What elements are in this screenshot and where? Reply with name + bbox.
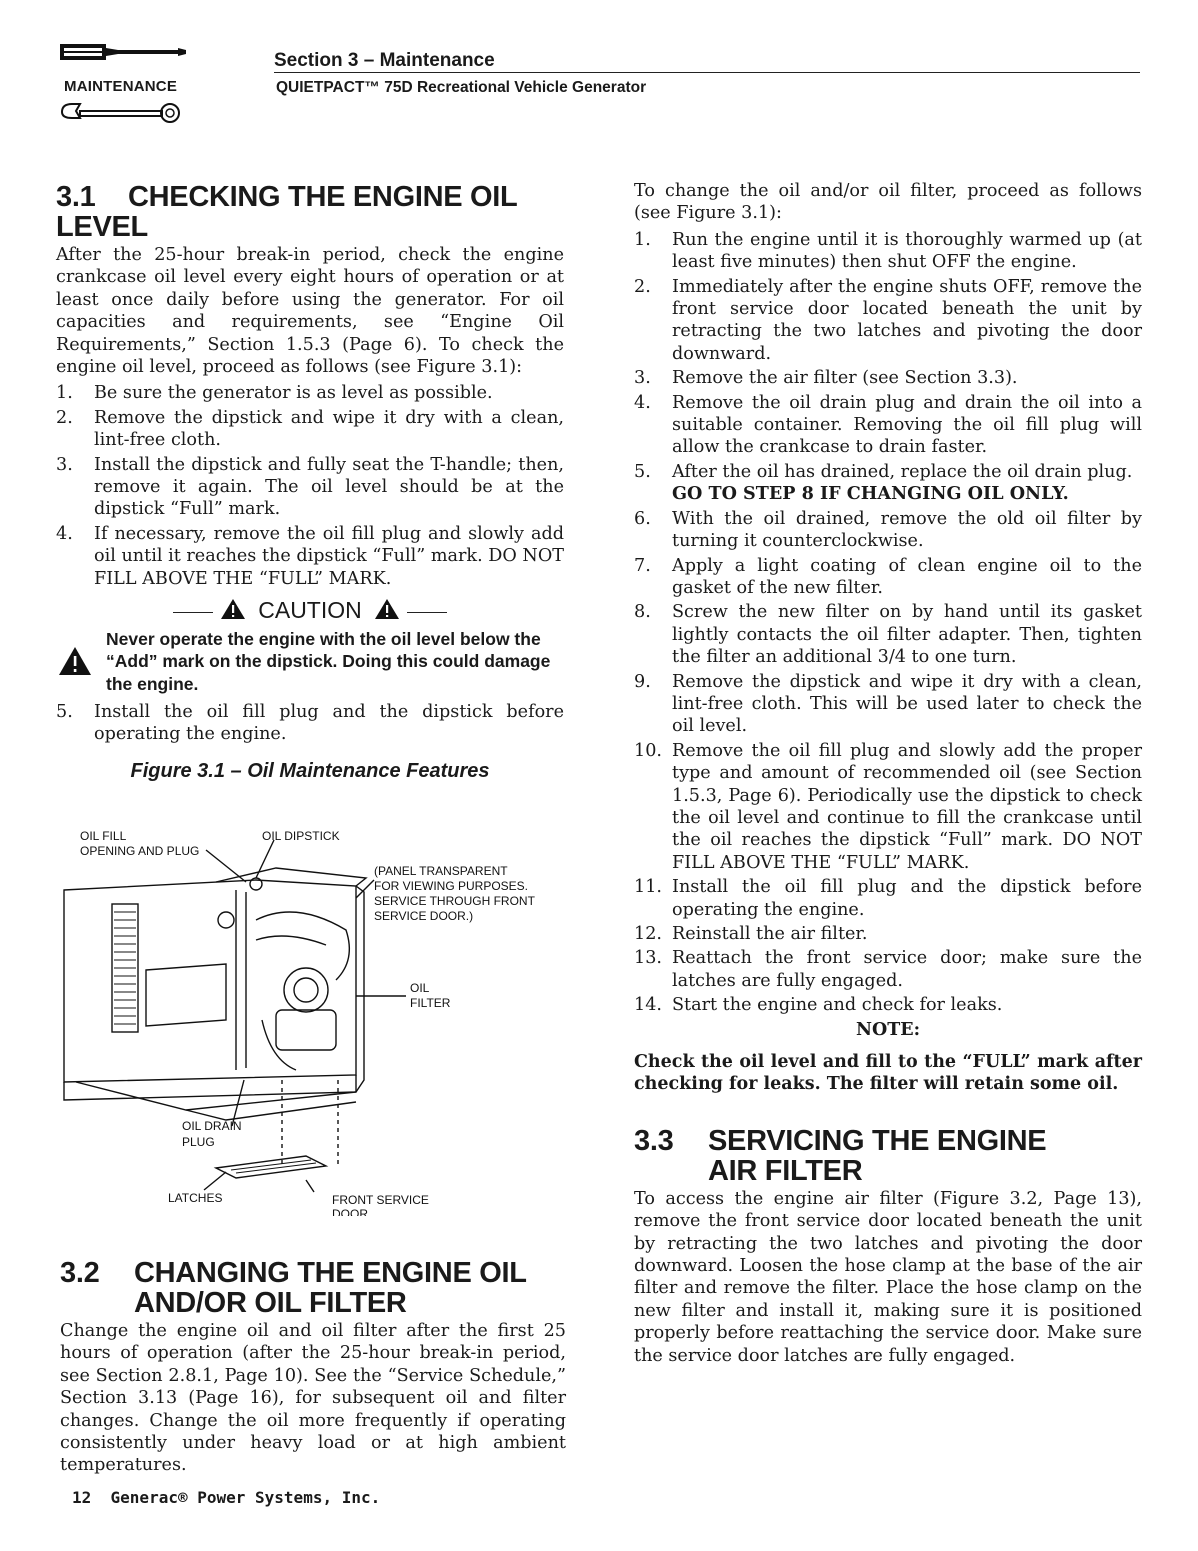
caution-label: CAUTION [258,597,362,624]
page-footer [72,1488,380,1507]
wrench-icon [58,102,188,136]
label-oil-filter: FILTER [410,996,451,1010]
section-heading-text: CHECKING THE ENGINE OIL LEVEL [56,181,517,243]
step-emphasis: GO TO STEP 8 IF CHANGING OIL ONLY. [672,483,1069,505]
list-item: 5. After the oil has drained, replace the oil drain plug. GO TO STEP 8 IF CHANGING OIL ONLY. [634,461,1133,505]
list-item: 2. Remove the dipstick and wipe it dry with a clean, lint-free cloth. [56,407,564,451]
right-column [634,180,1142,1367]
note-body: Check the oil level and fill to the “FULL” mark after checking for leaks. The filter will retain some oil. [634,1052,1142,1095]
list-item: 8. Screw the new filter on by hand until its gasket lightly contacts the oil filter adapter. Then, tighten the filter an additional 3/4 to one turn. [634,602,1142,668]
label-oil-dipstick: OIL DIPSTICK [262,829,340,843]
label-panel: (PANEL TRANSPARENT [374,864,508,878]
list-item: 2. Immediately after the engine shuts OFF, remove the front service door located beneath the unit by retracting the two latches and pivoting the door downward. [634,276,1142,364]
label-oil-filter: OIL [410,981,430,995]
list-item: 4. If necessary, remove the oil fill plug and slowly add oil until it reaches the dipstick “Full” mark. DO NOT FILL ABOVE THE “FULL” MARK. [56,523,564,589]
caution-banner [56,597,564,624]
list-item: 4. Remove the oil drain plug and drain the oil into a suitable container. Removing the oil fill plug will allow the crankcase to drain faster. [634,392,1142,458]
oil-change-steps [634,229,1142,1017]
header-rule [274,72,1140,73]
list-item: 3. Remove the air filter (see Section 3.3). [634,368,1018,389]
section-heading-text: AIR FILTER [708,1154,863,1187]
section-paragraph: To access the engine air filter (Figure 3.2, Page 13), remove the front service door located beneath the unit by retracting the two latches and pivoting the door downward. Loosen the hose clamp at the base of the air filter and remove the filter. Place the hose clamp on the new filter and install it, making sure it is positioned properly before reattaching the service door. Make sure the service door latches are fully engaged. [634,1188,1142,1366]
oil-maintenance-figure [56,820,566,1216]
label-oil-fill: OPENING AND PLUG [80,844,200,858]
oil-check-steps [56,382,564,590]
warning-triangle-icon [374,598,400,620]
section-number: 3.3 [634,1124,674,1157]
caution-text: Never operate the engine with the oil level below the “Add” mark on the dipstick. Doing this could damage the engine. [106,628,551,694]
caution-message [56,628,564,696]
label-oil-fill: OIL FILL [80,829,127,843]
note-heading: NOTE: [855,1019,921,1040]
section-3-2 [60,1258,566,1477]
list-item: 11. Install the oil fill plug and the dipstick before operating the engine. [634,877,1142,920]
label-latches: LATCHES [168,1191,223,1205]
warning-triangle-icon [58,646,92,676]
figure-caption: Figure 3.1 – Oil Maintenance Features [130,759,490,782]
label-panel: SERVICE DOOR.) [374,909,474,923]
intro-paragraph: After the 25-hour break-in period, check the engine crankcase oil level every eight hours of operation or at least once daily before using the generator. For oil capacities and requirements, see “Engine Oil Requirements,” Section 1.5.3 (Page 6). To check the engine oil level, proceed as follows (see Figure 3.1): [56,245,564,378]
list-item: 12. Reinstall the air filter. [634,924,868,944]
list-item: 1. Be sure the generator is as level as possible. [56,383,493,404]
list-item: 7. Apply a light coating of clean engine oil to the gasket of the new filter. [634,555,1142,598]
heading-3-3 [634,1126,1142,1186]
company-name: Generac® Power Systems, Inc. [110,1488,381,1507]
list-item: 14. Start the engine and check for leaks. [634,995,1003,1016]
warning-triangle-icon [220,598,246,620]
label-front-door: DOOR [332,1207,368,1216]
section-heading-text: SERVICING THE ENGINE [708,1124,1047,1157]
section-number: 3.2 [60,1257,100,1289]
label-oil-drain: OIL DRAIN [182,1119,242,1133]
section-number: 3.1 [56,181,96,213]
list-item: 10. Remove the oil fill plug and slowly add the proper type and amount of recommended oil (see Section 1.5.3, Page 6). Periodically use the dipstick to check the oil level and continue to fill the crankcase until the oil reaches the dipstick “Full” mark. DO NOT FILL ABOVE THE “FULL” MARK. [634,740,1142,873]
page-number: 12 [72,1488,92,1507]
oil-check-steps-cont [56,701,564,746]
product-subtitle: QUIETPACT™ 75D Recreational Vehicle Generator [276,79,647,96]
list-item: 9. Remove the dipstick and wipe it dry with a clean, lint-free cloth. This will be used later to check the oil level. [634,671,1142,737]
label-panel: SERVICE THROUGH FRONT [374,894,535,908]
section-paragraph: Change the engine oil and oil filter after the first 25 hours of operation (after the 25-hour break-in period, see Section 2.8.1, Page 10). See the “Service Schedule,” Section 3.13 (Page 16), for subsequent oil and filter changes. Change the oil more frequently if operating consistently under heavy load or at high ambient temperatures. [60,1321,566,1476]
left-column [56,182,564,782]
list-item: 3. Install the dipstick and fully seat the T-handle; then, remove it again. The oil level should be at the dipstick “Full” mark. [56,454,564,520]
list-item: 6. With the oil drained, remove the old oil filter by turning it counterclockwise. [634,508,1142,552]
section-title: Section 3 – Maintenance [274,50,495,71]
generator-diagram [56,820,566,1216]
heading-3-2 [60,1258,566,1318]
section-heading-text: CHANGING THE ENGINE OIL [134,1257,527,1289]
list-item: 13. Reattach the front service door; make sure the latches are fully engaged. [634,948,1142,991]
label-panel: FOR VIEWING PURPOSES. [374,879,529,893]
label-oil-drain: PLUG [182,1135,215,1149]
maintenance-label: MAINTENANCE [64,78,178,95]
intro-paragraph: To change the oil and/or oil filter, proceed as follows (see Figure 3.1): [634,181,1142,224]
label-front-door: FRONT SERVICE [332,1193,429,1207]
list-item: 1. Run the engine until it is thoroughly warmed up (at least five minutes) then shut OFF the engine. [634,229,1142,273]
heading-3-1 [56,182,564,242]
section-heading-text: AND/OR OIL FILTER [134,1287,407,1319]
list-item: 5. Install the oil fill plug and the dipstick before operating the engine. [56,702,564,745]
